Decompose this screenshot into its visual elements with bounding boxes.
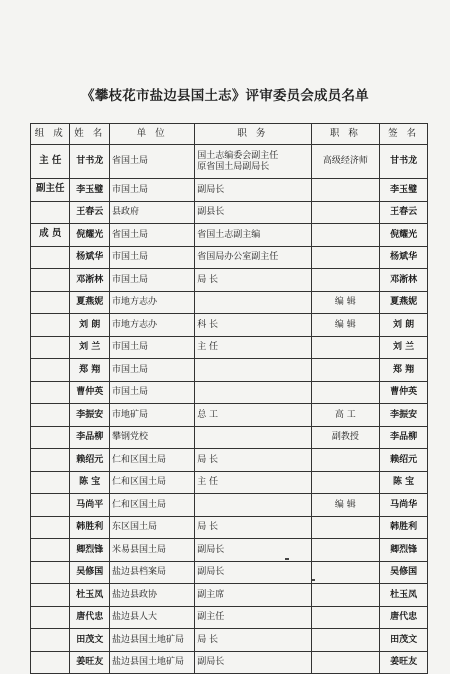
signature-cell: 曹仲英 <box>380 381 428 404</box>
title-cell: 副教授 <box>311 426 380 449</box>
signature-cell: 卿烈锋 <box>380 539 428 562</box>
duty-cell <box>195 291 311 314</box>
title-cell <box>311 606 380 629</box>
group-cell <box>31 471 70 494</box>
table-row <box>31 359 428 382</box>
signature-cell: 李品柳 <box>380 426 428 449</box>
unit-cell: 盐边县国土地矿局 <box>109 629 194 652</box>
duty-cell <box>195 539 311 562</box>
title-cell <box>311 584 380 607</box>
title-cell <box>311 449 380 472</box>
group-cell <box>31 336 70 359</box>
signature-cell: 李振安 <box>380 404 428 427</box>
table-row <box>31 336 428 359</box>
duty-line: 国土志编委会副主任 <box>197 151 279 162</box>
title-cell: 编 辑 <box>311 314 380 337</box>
duty-cell <box>195 201 311 224</box>
duty-cell <box>195 404 311 427</box>
title-cell <box>311 561 380 584</box>
name-cell: 吴修国 <box>70 561 109 584</box>
group-cell: 主 任 <box>31 145 70 179</box>
unit-cell: 东区国土局 <box>109 516 194 539</box>
title-cell <box>311 224 380 247</box>
unit-cell: 仁和区国土局 <box>109 449 194 472</box>
name-cell: 赖绍元 <box>70 449 109 472</box>
table-row <box>31 201 428 224</box>
duty-cell <box>195 246 311 269</box>
title-cell <box>311 336 380 359</box>
name-cell: 韩胜利 <box>70 516 109 539</box>
duty-line: 省国土志副主编 <box>197 229 261 240</box>
unit-cell: 市国土局 <box>109 179 194 202</box>
unit-cell: 市国土局 <box>109 381 194 404</box>
duty-cell <box>195 314 311 337</box>
group-cell <box>31 539 70 562</box>
header-duty: 职 务 <box>195 124 311 145</box>
group-cell <box>31 404 70 427</box>
signature-cell: 杨斌华 <box>380 246 428 269</box>
table-row <box>31 516 428 539</box>
duty-cell <box>195 561 311 584</box>
unit-cell: 省国土局 <box>109 224 194 247</box>
signature-cell: 陈 宝 <box>380 471 428 494</box>
group-cell <box>31 381 70 404</box>
unit-cell: 市国土局 <box>109 269 194 292</box>
table-row <box>31 629 428 652</box>
title-cell <box>311 516 380 539</box>
unit-cell: 盐边县政协 <box>109 584 194 607</box>
signature-cell: 唐代忠 <box>380 606 428 629</box>
group-cell <box>31 494 70 517</box>
title-cell: 高级经济师 <box>311 145 380 179</box>
header-unit: 单 位 <box>109 124 194 145</box>
duty-line: 副主席 <box>197 589 225 600</box>
name-cell: 刘 朗 <box>70 314 109 337</box>
signature-cell: 甘书龙 <box>380 145 428 179</box>
table-row <box>31 606 428 629</box>
name-cell: 马尚平 <box>70 494 109 517</box>
table-row <box>31 246 428 269</box>
committee-table <box>30 123 428 674</box>
title-cell: 编 辑 <box>311 291 380 314</box>
page-title: 《攀枝花市盐边县国土志》评审委员会成员名单 <box>81 88 369 104</box>
signature-cell: 吴修国 <box>380 561 428 584</box>
duty-cell <box>195 359 311 382</box>
title-cell <box>311 381 380 404</box>
group-cell <box>31 629 70 652</box>
name-cell: 倪耀光 <box>70 224 109 247</box>
header-name: 姓 名 <box>70 124 109 145</box>
header-title: 职 称 <box>311 124 380 145</box>
duty-line: 科 长 <box>197 319 219 330</box>
unit-cell: 市国土局 <box>109 359 194 382</box>
table-row <box>31 584 428 607</box>
duty-line: 副局长 <box>197 544 225 555</box>
table-row <box>31 224 428 247</box>
signature-cell: 马尚华 <box>380 494 428 517</box>
table-row <box>31 426 428 449</box>
name-cell: 曹仲英 <box>70 381 109 404</box>
signature-cell: 李玉璧 <box>380 179 428 202</box>
signature-cell: 韩胜利 <box>380 516 428 539</box>
unit-cell: 市地矿局 <box>109 404 194 427</box>
duty-cell <box>195 336 311 359</box>
signature-cell: 姜旺友 <box>380 651 428 674</box>
signature-cell: 倪耀光 <box>380 224 428 247</box>
table-row <box>31 291 428 314</box>
duty-line: 副主任 <box>197 612 225 623</box>
duty-cell <box>195 426 311 449</box>
unit-cell: 米易县国土局 <box>109 539 194 562</box>
name-cell: 杜玉凤 <box>70 584 109 607</box>
group-cell <box>31 449 70 472</box>
group-cell <box>31 269 70 292</box>
title-cell <box>311 269 380 292</box>
name-cell: 李品柳 <box>70 426 109 449</box>
duty-line: 局 长 <box>197 522 219 533</box>
unit-cell: 盐边县档案局 <box>109 561 194 584</box>
name-cell: 李振安 <box>70 404 109 427</box>
table-header-row <box>31 124 428 145</box>
title-cell <box>311 179 380 202</box>
signature-cell: 王春云 <box>380 201 428 224</box>
table-row <box>31 179 428 202</box>
name-cell: 田茂文 <box>70 629 109 652</box>
duty-line: 主 任 <box>197 477 219 488</box>
duty-cell <box>195 584 311 607</box>
duty-line: 原省国土局副局长 <box>197 161 270 172</box>
duty-line: 副县长 <box>197 207 225 218</box>
title-cell <box>311 201 380 224</box>
duty-cell <box>195 471 311 494</box>
duty-line: 省国局办公室副主任 <box>197 252 279 263</box>
name-cell: 唐代忠 <box>70 606 109 629</box>
group-cell <box>31 516 70 539</box>
duty-cell <box>195 494 311 517</box>
signature-cell: 夏燕妮 <box>380 291 428 314</box>
scan-speck <box>312 579 315 581</box>
table-row <box>31 381 428 404</box>
title-cell <box>311 539 380 562</box>
header-sign: 签 名 <box>380 124 428 145</box>
name-cell: 陈 宝 <box>70 471 109 494</box>
group-cell <box>31 426 70 449</box>
table-row <box>31 651 428 674</box>
duty-cell <box>195 381 311 404</box>
unit-cell: 市国土局 <box>109 246 194 269</box>
unit-cell: 盐边县人大 <box>109 606 194 629</box>
duty-line: 局 长 <box>197 274 219 285</box>
name-cell: 王春云 <box>70 201 109 224</box>
name-cell: 杨斌华 <box>70 246 109 269</box>
duty-cell <box>195 179 311 202</box>
scan-speck <box>285 558 289 560</box>
unit-cell: 省国土局 <box>109 145 194 179</box>
duty-cell <box>195 651 311 674</box>
group-cell <box>31 651 70 674</box>
duty-line: 副局长 <box>197 184 225 195</box>
duty-cell <box>195 269 311 292</box>
title-cell <box>311 629 380 652</box>
group-cell <box>31 201 70 224</box>
table-row <box>31 494 428 517</box>
name-cell: 刘 兰 <box>70 336 109 359</box>
table-row <box>31 269 428 292</box>
duty-cell <box>195 449 311 472</box>
group-cell: 成 员 <box>31 224 70 247</box>
group-cell <box>31 584 70 607</box>
signature-cell: 田茂文 <box>380 629 428 652</box>
group-cell: 副主任 <box>31 179 70 202</box>
duty-line: 副局长 <box>197 657 225 668</box>
duty-line: 总 工 <box>197 409 219 420</box>
group-cell <box>31 314 70 337</box>
signature-cell: 郑 翔 <box>380 359 428 382</box>
unit-cell: 仁和区国土局 <box>109 471 194 494</box>
name-cell: 李玉璧 <box>70 179 109 202</box>
table-row <box>31 449 428 472</box>
unit-cell: 县政府 <box>109 201 194 224</box>
header-group: 组 成 <box>31 124 70 145</box>
unit-cell: 市地方志办 <box>109 314 194 337</box>
name-cell: 姜旺友 <box>70 651 109 674</box>
group-cell <box>31 606 70 629</box>
title-cell <box>311 471 380 494</box>
table-body <box>31 145 428 674</box>
duty-cell <box>195 145 311 179</box>
unit-cell: 盐边县国土地矿局 <box>109 651 194 674</box>
signature-cell: 杜玉凤 <box>380 584 428 607</box>
duty-cell <box>195 629 311 652</box>
name-cell: 邓淅林 <box>70 269 109 292</box>
duty-line: 局 长 <box>197 454 219 465</box>
name-cell: 甘书龙 <box>70 145 109 179</box>
title-cell: 编 辑 <box>311 494 380 517</box>
table-row <box>31 314 428 337</box>
unit-cell: 市地方志办 <box>109 291 194 314</box>
name-cell: 郑 翔 <box>70 359 109 382</box>
signature-cell: 刘 兰 <box>380 336 428 359</box>
table-row <box>31 145 428 179</box>
table-row <box>31 471 428 494</box>
duty-cell <box>195 606 311 629</box>
signature-cell: 邓淅林 <box>380 269 428 292</box>
title-cell: 高 工 <box>311 404 380 427</box>
unit-cell: 仁和区国土局 <box>109 494 194 517</box>
signature-cell: 刘 朗 <box>380 314 428 337</box>
duty-cell <box>195 224 311 247</box>
duty-cell <box>195 516 311 539</box>
duty-line: 局 长 <box>197 634 219 645</box>
name-cell: 夏燕妮 <box>70 291 109 314</box>
table-row <box>31 539 428 562</box>
table-row <box>31 404 428 427</box>
group-cell <box>31 246 70 269</box>
name-cell: 卿烈锋 <box>70 539 109 562</box>
group-cell <box>31 561 70 584</box>
title-cell <box>311 651 380 674</box>
table-row <box>31 561 428 584</box>
duty-line: 主 任 <box>197 342 219 353</box>
unit-cell: 攀钢党校 <box>109 426 194 449</box>
title-cell <box>311 359 380 382</box>
signature-cell: 赖绍元 <box>380 449 428 472</box>
group-cell <box>31 291 70 314</box>
title-cell <box>311 246 380 269</box>
unit-cell: 市国土局 <box>109 336 194 359</box>
group-cell <box>31 359 70 382</box>
duty-line: 副局长 <box>197 567 225 578</box>
